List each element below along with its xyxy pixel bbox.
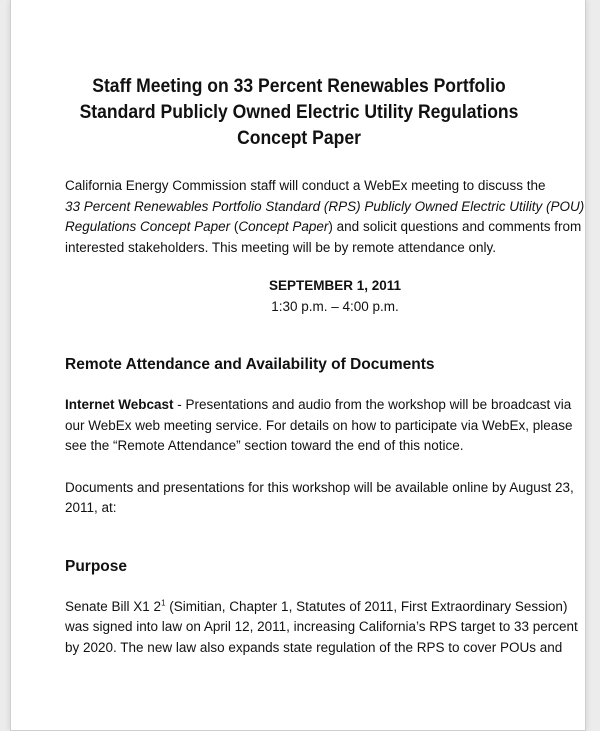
intro-paper-short: Concept Paper <box>238 219 329 234</box>
senate-bill-citation: (Simitian, Chapter 1, Statutes of 2011, First Extraordinary Session) <box>165 598 568 614</box>
document-title <box>74 73 524 151</box>
document-content <box>65 73 585 658</box>
docs-line-2: 2011, at: <box>65 500 117 515</box>
purpose-line-3: by 2020. The new law also expands state regulation of the RPS to cover POUs and <box>65 639 563 655</box>
webcast-line-1-text: - Presentations and audio from the workshop will be broadcast via <box>173 397 572 412</box>
webcast-line-2: our WebEx web meeting service. For details on how to participate via WebEx, please <box>65 417 573 433</box>
footnote-marker[interactable]: 1 <box>161 598 166 607</box>
intro-paren-open: ( <box>230 219 239 234</box>
meeting-time: 1:30 p.m. – 4:00 p.m. <box>271 298 399 314</box>
purpose-line-2: was signed into law on April 12, 2011, increasing California’s RPS target to 33 percent <box>65 619 578 634</box>
intro-line-4: interested stakeholders. This meeting will be by remote attendance only. <box>65 239 496 255</box>
documents-paragraph <box>65 478 574 519</box>
senate-bill-name: Senate Bill X1 2 <box>65 598 162 614</box>
webcast-label: Internet Webcast <box>65 397 174 412</box>
intro-line-2 <box>65 197 585 218</box>
remote-attendance-heading: Remote Attendance and Availability of Documents <box>65 356 435 373</box>
purpose-paragraph <box>65 597 578 659</box>
purpose-line-1 <box>65 597 568 618</box>
intro-line-3 <box>65 217 582 238</box>
document-page <box>10 0 586 731</box>
meeting-date-block <box>135 276 535 317</box>
title-line-1: Staff Meeting on 33 Percent Renewables Portfolio <box>92 75 506 97</box>
webcast-line-3: see the “Remote Attendance” section toward the end of this notice. <box>65 438 464 453</box>
webcast-line-1 <box>65 395 572 416</box>
intro-paragraph <box>65 176 585 258</box>
purpose-heading: Purpose <box>65 557 128 575</box>
webcast-paragraph <box>65 395 573 457</box>
docs-line-1: Documents and presentations for this workshop will be available online by August 23, <box>65 479 574 495</box>
intro-paper-title-cont: Regulations Concept Paper <box>65 219 231 234</box>
meeting-date: SEPTEMBER 1, 2011 <box>268 278 402 293</box>
title-line-2: Standard Publicly Owned Electric Utility Regulations <box>79 101 519 123</box>
intro-line-1: California Energy Commission staff will conduct a WebEx meeting to discuss the <box>65 178 546 193</box>
intro-paper-title: 33 Percent Renewables Portfolio Standard (RPS) Publicly Owned Electric Utility (POU) <box>65 198 585 214</box>
intro-line-3-rest: ) and solicit questions and comments from <box>328 219 582 234</box>
title-line-3: Concept Paper <box>237 127 361 149</box>
